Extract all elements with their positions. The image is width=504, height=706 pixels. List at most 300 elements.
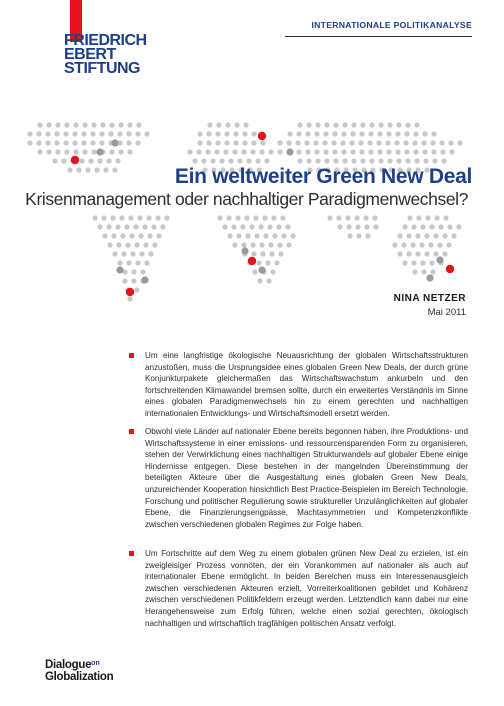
map-dot <box>108 131 113 136</box>
map-dot-dark <box>111 139 118 146</box>
map-dot <box>36 131 41 136</box>
map-dot <box>449 149 454 154</box>
map-dot <box>420 224 425 229</box>
map-dot <box>37 149 42 154</box>
map-dot <box>377 149 382 154</box>
map-dot <box>214 149 219 154</box>
map-dot <box>234 122 239 127</box>
map-dot <box>415 233 420 238</box>
map-dot <box>134 242 139 247</box>
map-dot <box>272 233 277 238</box>
map-dot <box>134 287 139 292</box>
map-dot <box>263 233 268 238</box>
map-dot <box>126 140 131 145</box>
map-dot <box>76 167 81 172</box>
map-dot <box>347 233 352 238</box>
map-dot <box>290 233 295 238</box>
map-dot <box>120 233 125 238</box>
map-dot-dark <box>96 148 103 155</box>
map-dot <box>269 251 274 256</box>
logo-line-2: EBERT <box>64 46 116 63</box>
map-dot <box>197 131 202 136</box>
map-dot <box>281 233 286 238</box>
publication-date: Mai 2011 <box>427 307 466 318</box>
map-dot <box>429 260 434 265</box>
map-dot <box>233 140 238 145</box>
map-dot <box>277 149 282 154</box>
map-dot <box>256 260 261 265</box>
map-dot <box>131 269 136 274</box>
map-dot <box>442 251 447 256</box>
map-dot <box>250 149 255 154</box>
document-title: Ein weltweiter Green New Deal <box>174 165 472 188</box>
map-dot <box>249 224 254 229</box>
map-dot-highlight <box>258 132 266 140</box>
map-dot <box>446 242 451 247</box>
map-dot <box>197 140 202 145</box>
map-dot <box>251 140 256 145</box>
map-dot <box>126 131 131 136</box>
map-dot <box>72 131 77 136</box>
map-dot <box>235 215 240 220</box>
map-dot <box>356 233 361 238</box>
map-dot <box>91 149 96 154</box>
map-dot <box>360 122 365 127</box>
map-dot <box>434 215 439 220</box>
map-dot-dark <box>436 256 443 263</box>
map-dot <box>404 149 409 154</box>
map-dot <box>127 296 132 301</box>
map-dot <box>119 215 124 220</box>
map-dot <box>242 131 247 136</box>
map-dot <box>131 278 136 283</box>
map-dot <box>327 215 332 220</box>
map-dot <box>358 140 363 145</box>
map-dot <box>413 131 418 136</box>
map-dot <box>259 149 264 154</box>
map-dot <box>378 122 383 127</box>
map-dot <box>233 131 238 136</box>
map-dot <box>73 149 78 154</box>
map-dot <box>324 158 329 163</box>
map-dot <box>314 149 319 154</box>
map-dot <box>406 251 411 256</box>
map-dot <box>133 224 138 229</box>
map-dot <box>139 251 144 256</box>
map-dot <box>27 131 32 136</box>
bullet-text: Um eine langfristige ökologische Neuausrichtung der globalen Wirtschaftsstrukturen anzustoßen, muss die Ursprungsidee eines globalen Green New Deals, der durch grüne Konjunkturpakete gleichermaßen das Wirtschaftswachstum ankurbeln und den fortschreitenden Klimawandel bremsen sollte, durch ein erweitertes Verständnis im Sinne eines globalen Paradigmenwechsels hin zu einem gerechten und nachhaltigen internationalen Entwicklungs- und Wirtschaftsmodell ersetzt werden. <box>145 351 468 418</box>
map-dot <box>345 215 350 220</box>
map-dot <box>64 149 69 154</box>
map-dot <box>106 158 111 163</box>
map-dot <box>340 140 345 145</box>
map-dot <box>46 149 51 154</box>
map-dot <box>192 158 197 163</box>
map-dot <box>127 149 132 154</box>
map-dot <box>160 224 165 229</box>
map-dot <box>341 149 346 154</box>
map-dot <box>118 149 123 154</box>
map-dot <box>440 149 445 154</box>
map-dot <box>422 131 427 136</box>
map-dot <box>296 131 301 136</box>
map-dot <box>217 215 222 220</box>
map-dot <box>97 158 102 163</box>
map-dot <box>430 269 435 274</box>
map-dot <box>196 149 201 154</box>
map-dot <box>226 215 231 220</box>
map-dot <box>110 215 115 220</box>
map-dot <box>130 251 135 256</box>
map-dot <box>79 158 84 163</box>
map-dot <box>115 224 120 229</box>
map-dot <box>210 158 215 163</box>
map-dot <box>305 131 310 136</box>
map-dot <box>148 251 153 256</box>
map-dot <box>144 260 149 265</box>
map-dot <box>52 158 57 163</box>
footer-logo-line-2: Globalization <box>45 671 114 683</box>
map-dot <box>277 140 282 145</box>
map-dot <box>36 140 41 145</box>
map-dot <box>127 122 132 127</box>
map-dot <box>331 140 336 145</box>
map-dot <box>242 140 247 145</box>
map-dot <box>262 215 267 220</box>
map-dot <box>351 122 356 127</box>
map-dot <box>244 215 249 220</box>
map-dot <box>112 251 117 256</box>
map-dot <box>245 233 250 238</box>
map-dot <box>403 140 408 145</box>
map-dot <box>276 224 281 229</box>
map-dot <box>315 122 320 127</box>
map-dot <box>306 158 311 163</box>
map-dot <box>223 149 228 154</box>
map-dot <box>439 140 444 145</box>
map-dot <box>412 140 417 145</box>
map-dot <box>438 224 443 229</box>
map-dot <box>125 242 130 247</box>
map-dot <box>419 242 424 247</box>
map-dot <box>241 149 246 154</box>
map-dot <box>259 242 264 247</box>
map-dot <box>396 122 401 127</box>
map-dot-dark <box>258 266 265 273</box>
map-dot <box>433 233 438 238</box>
map-dot <box>266 278 271 283</box>
map-dot <box>422 149 427 154</box>
map-dot <box>387 158 392 163</box>
map-dot <box>270 269 275 274</box>
map-dot <box>85 167 90 172</box>
map-dot <box>285 224 290 229</box>
map-dot-highlight <box>446 265 454 273</box>
map-dot <box>246 158 251 163</box>
map-dot <box>333 122 338 127</box>
map-dot <box>73 122 78 127</box>
map-dot <box>443 215 448 220</box>
map-dot-dark <box>141 276 148 283</box>
map-dot <box>448 140 453 145</box>
map-dot <box>274 260 279 265</box>
map-dot <box>395 149 400 154</box>
bullet-marker <box>129 353 134 358</box>
map-dot <box>260 140 265 145</box>
map-dot <box>457 140 462 145</box>
map-dot <box>359 149 364 154</box>
map-dot <box>128 215 133 220</box>
map-dot <box>109 149 114 154</box>
map-dot <box>67 167 72 172</box>
map-dot <box>54 140 59 145</box>
map-dot <box>117 131 122 136</box>
map-dot <box>424 233 429 238</box>
map-dot <box>118 122 123 127</box>
map-dot <box>122 278 127 283</box>
map-dot <box>396 158 401 163</box>
map-dot <box>144 131 149 136</box>
map-dot <box>252 269 257 274</box>
map-dot <box>413 149 418 154</box>
map-dot <box>451 233 456 238</box>
map-dot <box>115 158 120 163</box>
map-dot-highlight <box>126 288 134 296</box>
map-dot <box>138 233 143 238</box>
map-dot <box>164 215 169 220</box>
bullet-marker <box>129 551 134 556</box>
map-dot-highlight <box>248 257 256 265</box>
map-dot <box>368 131 373 136</box>
map-dot <box>215 131 220 136</box>
map-dot <box>378 158 383 163</box>
map-dot <box>363 215 368 220</box>
footer-logo-line-1: Dialogue <box>45 659 92 671</box>
map-dot <box>97 224 102 229</box>
map-dot <box>228 158 233 163</box>
map-dot <box>401 242 406 247</box>
map-dot <box>90 131 95 136</box>
map-dot <box>81 140 86 145</box>
map-dot <box>349 140 354 145</box>
map-dot <box>46 122 51 127</box>
map-dot <box>206 140 211 145</box>
map-dot <box>287 131 292 136</box>
map-dot <box>72 140 77 145</box>
map-dot <box>314 131 319 136</box>
map-dot <box>55 122 60 127</box>
map-dot <box>135 260 140 265</box>
map-dot <box>324 122 329 127</box>
map-dot <box>240 224 245 229</box>
map-dot <box>236 233 241 238</box>
bullet-marker <box>129 429 134 434</box>
map-dot <box>442 233 447 238</box>
map-dot <box>397 251 402 256</box>
map-dot <box>425 215 430 220</box>
map-dot <box>143 242 148 247</box>
map-dot <box>377 131 382 136</box>
map-dot <box>27 140 32 145</box>
map-dot-highlight <box>71 156 79 164</box>
map-dot <box>99 131 104 136</box>
map-dot <box>102 233 107 238</box>
map-dot <box>45 140 50 145</box>
map-dot <box>364 224 369 229</box>
map-dot <box>432 158 437 163</box>
map-dot <box>255 158 260 163</box>
summary-bullet-2 <box>145 426 468 530</box>
map-dot <box>117 260 122 265</box>
map-dot <box>151 224 156 229</box>
map-dot <box>103 167 108 172</box>
map-dot <box>232 242 237 247</box>
map-dot <box>267 224 272 229</box>
map-dot <box>55 149 60 154</box>
map-dot <box>341 131 346 136</box>
map-dot <box>336 215 341 220</box>
map-dot <box>430 140 435 145</box>
map-dot <box>94 167 99 172</box>
map-dot <box>271 215 276 220</box>
map-dot <box>437 242 442 247</box>
map-dot <box>394 140 399 145</box>
map-dot <box>90 140 95 145</box>
map-dot <box>251 131 256 136</box>
map-dot-dark <box>426 274 433 281</box>
map-dot <box>405 158 410 163</box>
map-dot <box>277 242 282 247</box>
map-dot <box>447 224 452 229</box>
map-dot <box>257 278 262 283</box>
author-name: NINA NETZER <box>393 293 466 304</box>
dialogue-on-globalization-logo <box>45 658 113 683</box>
map-dot <box>387 122 392 127</box>
footer-logo-on: on <box>91 660 100 667</box>
map-dot <box>37 122 42 127</box>
map-dot <box>423 158 428 163</box>
map-dot <box>54 131 59 136</box>
map-dot <box>333 158 338 163</box>
map-dot-dark <box>116 266 123 273</box>
bullet-text: Obwohl viele Länder auf nationaler Ebene bereits begonnen haben, ihre Produktions- und Wirtschaftssysteme in einer emissions- und ressourcensparenden Form zu organisieren, stehen der Verwirklichung eines nachhaltigen Strukturwandels auf globaler Ebene einige Hindernisse entgegen. Diese bestehen in der mangelnden Übereinstimmung der beteiligten Akteure über die Ausgestaltung eines globalen Green New Deals, unzureichender Kooperation hinsichtlich Best Practice-Beispielen im Bereich Technologie, Forschung und politischer Regulierung sowie struktureller Unzulänglichkeiten auf globaler Ebene, die Finanzierungsengpässe, Machtasymmetrien und Kompetenzkonflikte zwischen verschiedenen globalen Regimes zur Folge haben. <box>145 427 468 529</box>
map-dot <box>351 158 356 163</box>
map-dot <box>456 224 461 229</box>
map-dot <box>216 122 221 127</box>
map-dot <box>107 242 112 247</box>
map-dot-dark <box>241 247 248 254</box>
map-dot <box>215 140 220 145</box>
summary-bullet-3 <box>145 548 468 629</box>
map-dot <box>359 131 364 136</box>
map-dot <box>258 224 263 229</box>
map-dot <box>140 269 145 274</box>
map-dot <box>323 149 328 154</box>
map-dot <box>201 158 206 163</box>
fes-logo <box>64 34 160 76</box>
map-dot <box>360 158 365 163</box>
map-dot <box>99 140 104 145</box>
map-dot <box>207 122 212 127</box>
map-dot <box>441 158 446 163</box>
logo-line-3: STIFTUNG <box>64 60 140 77</box>
map-dot <box>206 131 211 136</box>
map-dot <box>332 149 337 154</box>
map-dot <box>395 131 400 136</box>
map-dot <box>404 131 409 136</box>
map-dot <box>296 149 301 154</box>
map-dot <box>386 149 391 154</box>
map-dot <box>92 215 97 220</box>
map-dot <box>121 251 126 256</box>
map-dot <box>280 215 285 220</box>
map-dot <box>126 260 131 265</box>
map-dot <box>431 149 436 154</box>
map-dot <box>88 158 93 163</box>
map-dot <box>187 149 192 154</box>
map-dot <box>405 122 410 127</box>
map-dot <box>135 131 140 136</box>
series-label: INTERNATIONALE POLITIKANALYSE <box>311 20 472 30</box>
map-dot <box>429 224 434 229</box>
map-dot <box>402 224 407 229</box>
map-dot <box>265 260 270 265</box>
map-dot <box>205 149 210 154</box>
map-dot <box>116 242 121 247</box>
map-dot <box>231 224 236 229</box>
map-dot <box>155 215 160 220</box>
map-dot <box>147 233 152 238</box>
map-dot <box>146 215 151 220</box>
map-dot <box>414 158 419 163</box>
map-dot <box>63 140 68 145</box>
map-dot <box>237 158 242 163</box>
map-dot <box>297 158 302 163</box>
map-dot <box>433 251 438 256</box>
logo-line-1: FRIEDRICH <box>64 32 147 49</box>
map-dot <box>323 131 328 136</box>
map-dot <box>373 224 378 229</box>
map-dot <box>342 158 347 163</box>
map-dot <box>421 269 426 274</box>
map-dot <box>295 140 300 145</box>
map-dot <box>64 122 69 127</box>
document-subtitle: Krisenmanagement oder nachhaltiger Paradigmenwechsel? <box>25 189 468 209</box>
map-dot <box>332 131 337 136</box>
map-dot <box>337 224 342 229</box>
map-dot <box>355 224 360 229</box>
map-dot <box>416 215 421 220</box>
map-dot <box>342 122 347 127</box>
map-dot <box>322 140 327 145</box>
map-dot <box>304 140 309 145</box>
map-dot <box>111 233 116 238</box>
map-dot-dark <box>286 148 293 155</box>
map-dot <box>415 251 420 256</box>
map-dot <box>222 224 227 229</box>
map-dot <box>369 122 374 127</box>
map-dot <box>286 242 291 247</box>
map-dot <box>219 158 224 163</box>
map-dot <box>297 122 302 127</box>
map-dot <box>372 215 377 220</box>
map-dot <box>225 122 230 127</box>
map-dot <box>368 149 373 154</box>
map-dot <box>402 260 407 265</box>
map-dot <box>305 149 310 154</box>
map-dot <box>61 158 66 163</box>
map-dot <box>286 140 291 145</box>
